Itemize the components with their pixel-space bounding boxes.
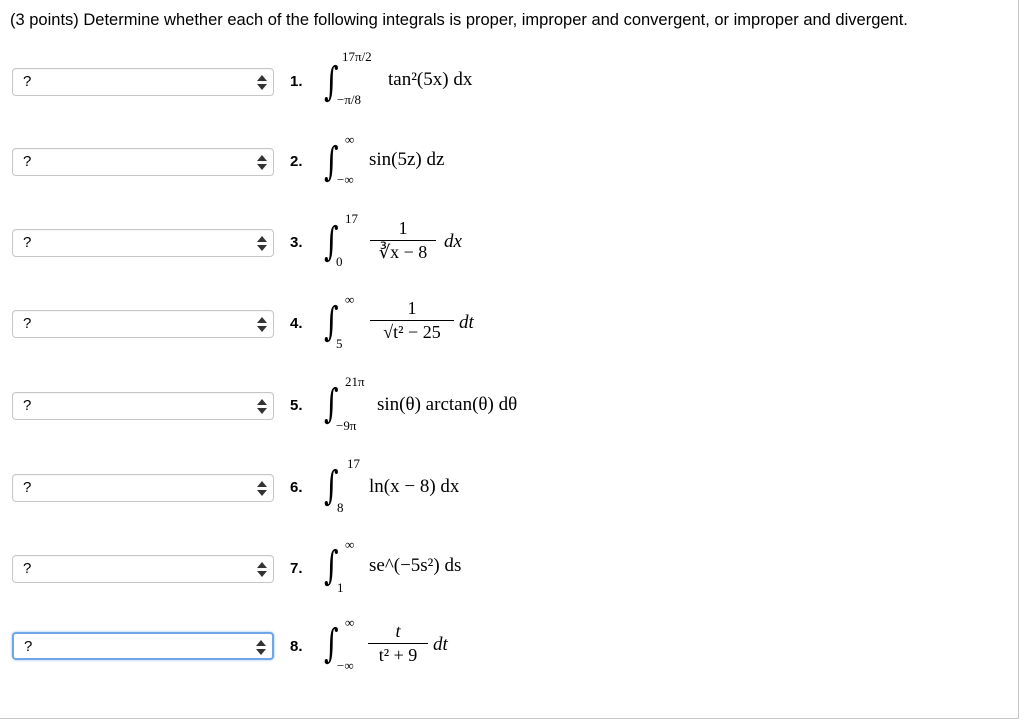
select-value: ? — [23, 153, 32, 170]
integrand: ln(x − 8) dx — [369, 476, 460, 497]
upper-limit: 17 — [345, 211, 358, 226]
denominator: √t² − 25 — [383, 322, 441, 342]
select-value: ? — [23, 234, 32, 251]
integral-sign-icon: ∫ — [324, 59, 339, 105]
upper-limit: 17π/2 — [342, 49, 372, 64]
select-arrows-icon — [256, 640, 266, 656]
select-arrows-icon — [257, 562, 267, 578]
answer-select-6[interactable] — [12, 474, 274, 502]
integral-sign-icon: ∫ — [324, 621, 339, 667]
fraction — [370, 298, 454, 343]
integral-sign-icon: ∫ — [324, 219, 339, 265]
answer-select-8[interactable] — [12, 632, 274, 660]
integral-sign-icon: ∫ — [324, 381, 339, 427]
differential: dt — [459, 312, 474, 333]
question-row-7 — [0, 524, 1018, 604]
fraction — [370, 218, 436, 263]
question-number: 1. — [290, 73, 303, 90]
integral-sign-icon: ∫ — [324, 543, 339, 589]
select-arrows-icon — [257, 75, 267, 91]
lower-limit: 1 — [337, 580, 344, 595]
select-arrows-icon — [257, 399, 267, 415]
select-arrows-icon — [257, 317, 267, 333]
answer-select-5[interactable] — [12, 392, 274, 420]
integral-sign-icon: ∫ — [324, 463, 339, 509]
question-number: 6. — [290, 479, 303, 496]
answer-select-3[interactable] — [12, 229, 274, 257]
denominator: ∛x − 8 — [378, 242, 428, 262]
question-title: (3 points) Determine whether each of the following integrals is proper, improper and convergent, or improper and divergent. — [10, 11, 908, 29]
numerator: 1 — [398, 218, 408, 238]
question-number: 3. — [290, 234, 303, 251]
question-row-3 — [0, 204, 1018, 284]
lower-limit: 0 — [336, 254, 343, 269]
lower-limit: −∞ — [337, 172, 354, 187]
fraction — [368, 621, 428, 666]
lower-limit: −9π — [336, 418, 357, 433]
answer-select-4[interactable] — [12, 310, 274, 338]
question-row-8 — [0, 604, 1018, 684]
question-number: 7. — [290, 560, 303, 577]
question-row-4 — [0, 284, 1018, 364]
integrand: se^(−5s²) ds — [369, 555, 462, 576]
select-value: ? — [23, 73, 32, 90]
question-number: 5. — [290, 397, 303, 414]
question-row-1 — [0, 44, 1018, 124]
integrand: tan²(5x) dx — [388, 69, 473, 90]
answer-select-2[interactable] — [12, 148, 274, 176]
select-value: ? — [23, 479, 32, 496]
integral-sign-icon: ∫ — [324, 299, 339, 345]
select-value: ? — [24, 638, 33, 655]
question-row-2 — [0, 124, 1018, 204]
question-number: 8. — [290, 638, 303, 655]
fraction-bar — [368, 643, 428, 644]
upper-limit: ∞ — [345, 292, 355, 307]
lower-limit: −∞ — [337, 658, 354, 673]
select-arrows-icon — [257, 481, 267, 497]
answer-select-1[interactable] — [12, 68, 274, 96]
fraction-bar — [370, 320, 454, 321]
differential: dx — [444, 231, 462, 252]
fraction-bar — [370, 240, 436, 241]
integrand: sin(θ) arctan(θ) dθ — [377, 394, 518, 415]
question-row-6 — [0, 444, 1018, 524]
select-value: ? — [23, 397, 32, 414]
select-arrows-icon — [257, 236, 267, 252]
select-value: ? — [23, 560, 32, 577]
select-value: ? — [23, 315, 32, 332]
upper-limit: ∞ — [345, 615, 355, 630]
numerator: 1 — [407, 298, 417, 318]
denominator: t² + 9 — [378, 645, 418, 665]
upper-limit: ∞ — [345, 537, 355, 552]
numerator: t — [395, 621, 401, 641]
integral-sign-icon: ∫ — [324, 139, 339, 185]
upper-limit: 17 — [347, 456, 360, 471]
differential: dt — [433, 634, 448, 655]
lower-limit: 8 — [337, 500, 344, 515]
integrand: sin(5z) dz — [369, 149, 445, 170]
upper-limit: ∞ — [345, 132, 355, 147]
question-number: 4. — [290, 315, 303, 332]
question-number: 2. — [290, 153, 303, 170]
answer-select-7[interactable] — [12, 555, 274, 583]
lower-limit: 5 — [336, 336, 343, 351]
upper-limit: 21π — [345, 374, 365, 389]
lower-limit: −π/8 — [337, 92, 362, 107]
select-arrows-icon — [257, 155, 267, 171]
question-row-5 — [0, 364, 1018, 444]
